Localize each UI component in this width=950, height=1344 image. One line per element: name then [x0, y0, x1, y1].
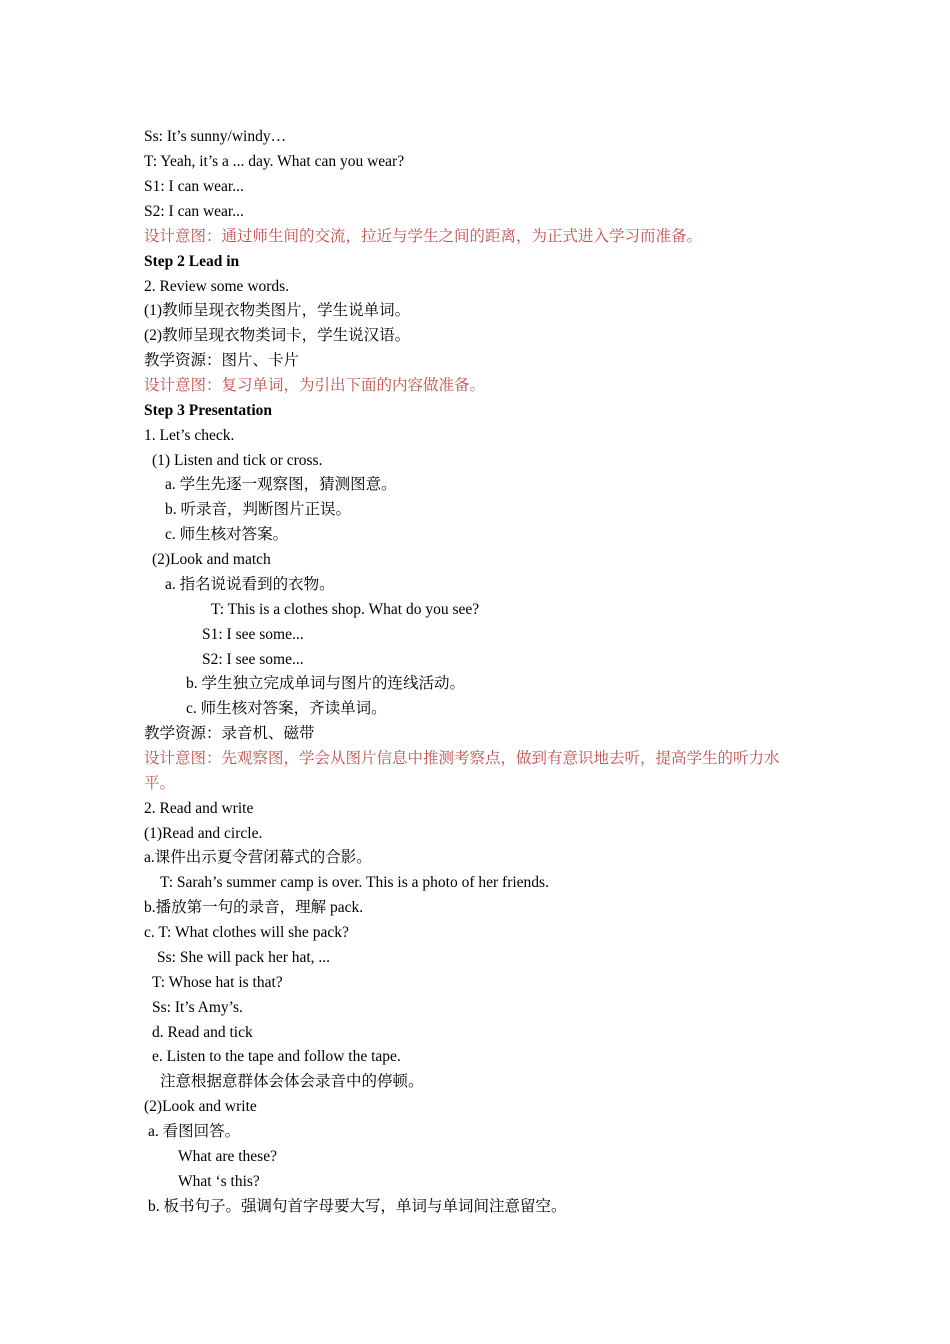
- dialogue-line: T: This is a clothes shop. What do you see?: [211, 601, 480, 618]
- dialogue-line: Ss: She will pack her hat, ...: [157, 949, 331, 966]
- dialogue-line: Ss: It’s sunny/windy…: [144, 128, 287, 145]
- text-line: (2)教师呈现衣物类词卡，学生说汉语。: [144, 327, 411, 344]
- dialogue-line: S2: I see some...: [202, 651, 304, 668]
- step-heading: Step 3 Presentation: [144, 402, 273, 419]
- design-intent-note: 设计意图：复习单词，为引出下面的内容做准备。: [144, 377, 486, 394]
- text-line: 2. Read and write: [144, 800, 254, 817]
- text-line: (1)教师呈现衣物类图片，学生说单词。: [144, 302, 411, 319]
- design-intent-note-continued: 平。: [144, 775, 176, 792]
- dialogue-line: S2: I can wear...: [144, 203, 244, 220]
- dialogue-line: What are these?: [178, 1148, 277, 1165]
- dialogue-line: T: Sarah’s summer camp is over. This is a photo of her friends.: [160, 874, 549, 891]
- text-line: 注意根据意群体会体会录音中的停顿。: [160, 1073, 424, 1090]
- text-line: 1. Let’s check.: [144, 427, 235, 444]
- text-line: e. Listen to the tape and follow the tape.: [152, 1048, 401, 1065]
- dialogue-line: What ‘s this?: [178, 1173, 260, 1190]
- text-line: a. 学生先逐一观察图，猜测图意。: [165, 476, 397, 493]
- text-line: b. 板书句子。强调句首字母要大写，单词与单词间注意留空。: [148, 1198, 567, 1215]
- dialogue-line: S1: I see some...: [202, 626, 304, 643]
- text-line: c. 师生核对答案，齐读单词。: [186, 700, 387, 717]
- teaching-resources: 教学资源：图片、卡片: [144, 352, 300, 369]
- step-heading: Step 2 Lead in: [144, 253, 240, 270]
- text-line: b. 学生独立完成单词与图片的连线活动。: [186, 675, 466, 692]
- text-line: b. 听录音，判断图片正误。: [165, 501, 352, 518]
- teaching-resources: 教学资源：录音机、磁带: [144, 725, 315, 742]
- design-intent-note: 设计意图：通过师生间的交流，拉近与学生之间的距离，为正式进入学习而准备。: [144, 228, 703, 245]
- text-line: a.课件出示夏令营闭幕式的合影。: [144, 849, 372, 866]
- text-line: a. 看图回答。: [148, 1123, 241, 1140]
- text-line: b.播放第一句的录音，理解 pack.: [144, 899, 364, 916]
- text-line: d. Read and tick: [152, 1024, 253, 1041]
- text-line: (2)Look and write: [144, 1098, 257, 1115]
- text-line: (1)Read and circle.: [144, 825, 263, 842]
- text-line: a. 指名说说看到的衣物。: [165, 576, 335, 593]
- text-line: c. 师生核对答案。: [165, 526, 289, 543]
- dialogue-line: S1: I can wear...: [144, 178, 244, 195]
- text-line: 2. Review some words.: [144, 278, 290, 295]
- dialogue-line: Ss: It’s Amy’s.: [152, 999, 243, 1016]
- dialogue-line: T: Yeah, it’s a ... day. What can you wear?: [144, 153, 405, 170]
- text-line: (2)Look and match: [152, 551, 271, 568]
- dialogue-line: T: Whose hat is that?: [152, 974, 283, 991]
- dialogue-line: c. T: What clothes will she pack?: [144, 924, 349, 941]
- design-intent-note: 设计意图：先观察图，学会从图片信息中推测考察点，做到有意识地去听，提高学生的听力水: [144, 750, 780, 767]
- text-line: (1) Listen and tick or cross.: [152, 452, 323, 469]
